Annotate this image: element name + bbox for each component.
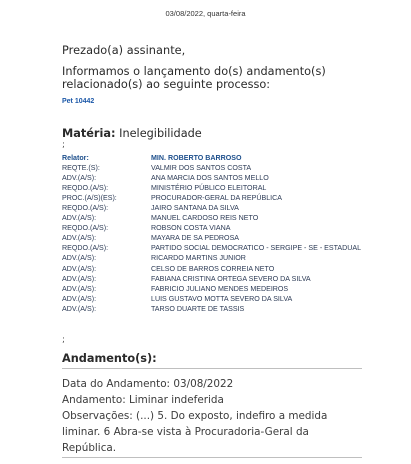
party-role: REQDO.(A/S): xyxy=(62,184,109,193)
party-row xyxy=(62,253,362,263)
party-role: PROC.(A/S)(ES): xyxy=(62,194,117,203)
party-row xyxy=(62,233,362,243)
party-role: ADV.(A/S): xyxy=(62,304,97,313)
party-role: ADV.(A/S): xyxy=(62,214,97,223)
party-role: ADV.(A/S): xyxy=(62,264,97,273)
andamento-details xyxy=(62,376,362,456)
party-name: ANA MARCIA DOS SANTOS MELLO xyxy=(151,174,269,183)
party-row xyxy=(62,274,362,284)
party-row xyxy=(62,243,362,253)
party-row xyxy=(62,264,362,274)
greeting-text: Prezado(a) assinante, xyxy=(62,44,186,57)
party-row xyxy=(62,203,362,213)
andamento-observacoes: Observações: (...) 5. Do exposto, indefiro a medida liminar. 6 Abra-se vista à Procuradoria-Geral da República. xyxy=(62,410,328,455)
party-row xyxy=(62,304,362,314)
process-link[interactable]: Pet 10442 xyxy=(62,98,95,105)
party-role: REQDO.(A/S): xyxy=(62,204,109,213)
party-name: CELSO DE BARROS CORREIA NETO xyxy=(151,264,275,273)
party-role: REQDO.(A/S): xyxy=(62,244,109,253)
party-name: RICARDO MARTINS JUNIOR xyxy=(151,254,246,263)
party-role: Relator: xyxy=(62,154,89,162)
materia-value: Inelegibilidade xyxy=(119,127,202,140)
andamento-date: Data do Andamento: 03/08/2022 xyxy=(62,378,234,390)
party-row xyxy=(62,163,362,173)
party-role: REQDO.(A/S): xyxy=(62,224,109,233)
party-name: JAIRO SANTANA DA SILVA xyxy=(151,204,239,213)
party-name: LUIS GUSTAVO MOTTA SEVERO DA SILVA xyxy=(151,294,293,303)
materia-line xyxy=(62,127,202,140)
party-role: ADV.(A/S): xyxy=(62,284,97,293)
andamentos-heading-rule xyxy=(62,368,362,369)
materia-label: Matéria: xyxy=(62,127,116,140)
party-name: PARTIDO SOCIAL DEMOCRATICO - SERGIPE - SE - ESTADUAL xyxy=(151,244,362,253)
intro-text: Informamos o lançamento do(s) andamento(s) relacionado(s) ao seguinte processo: xyxy=(62,65,326,91)
party-row xyxy=(62,183,362,193)
materia-semicolon: ; xyxy=(62,140,66,150)
party-role: ADV.(A/S): xyxy=(62,234,97,243)
andamento-type: Andamento: Liminar indeferida xyxy=(62,394,224,407)
party-role: ADV.(A/S): xyxy=(62,274,97,283)
party-name: TARSO DUARTE DE TASSIS xyxy=(151,304,245,313)
party-role: ADV.(A/S): xyxy=(62,294,97,303)
party-name: PROCURADOR-GERAL DA REPÚBLICA xyxy=(151,194,282,203)
party-row xyxy=(62,213,362,223)
party-name: VALMIR DOS SANTOS COSTA xyxy=(151,164,252,173)
parties-table xyxy=(62,153,362,314)
andamento-bottom-rule xyxy=(62,457,362,458)
party-role: ADV.(A/S): xyxy=(62,254,97,263)
party-name: MINISTÉRIO PÚBLICO ELEITORAL xyxy=(151,184,267,193)
party-name: FABIANA CRISTINA ORTEGA SEVERO DA SILVA xyxy=(151,274,311,283)
party-name: ROBSON COSTA VIANA xyxy=(151,224,231,233)
party-role: ADV.(A/S): xyxy=(62,174,97,183)
party-row xyxy=(62,294,362,304)
party-role: REQTE.(S): xyxy=(62,164,100,173)
party-row xyxy=(62,173,362,183)
date-header: 03/08/2022, quarta-feira xyxy=(165,9,246,18)
party-name: MAYARA DE SA PEDROSA xyxy=(151,234,240,243)
party-row xyxy=(62,284,362,294)
party-row xyxy=(62,223,362,233)
party-name: MIN. ROBERTO BARROSO xyxy=(151,154,242,162)
andamentos-heading: Andamento(s): xyxy=(62,352,157,365)
parties-semicolon: ; xyxy=(62,335,66,345)
party-name: FABRICIO JULIANO MENDES MEDEIROS xyxy=(151,284,289,293)
relator-row xyxy=(62,153,362,163)
party-row xyxy=(62,193,362,203)
party-name: MANUEL CARDOSO REIS NETO xyxy=(151,214,259,223)
